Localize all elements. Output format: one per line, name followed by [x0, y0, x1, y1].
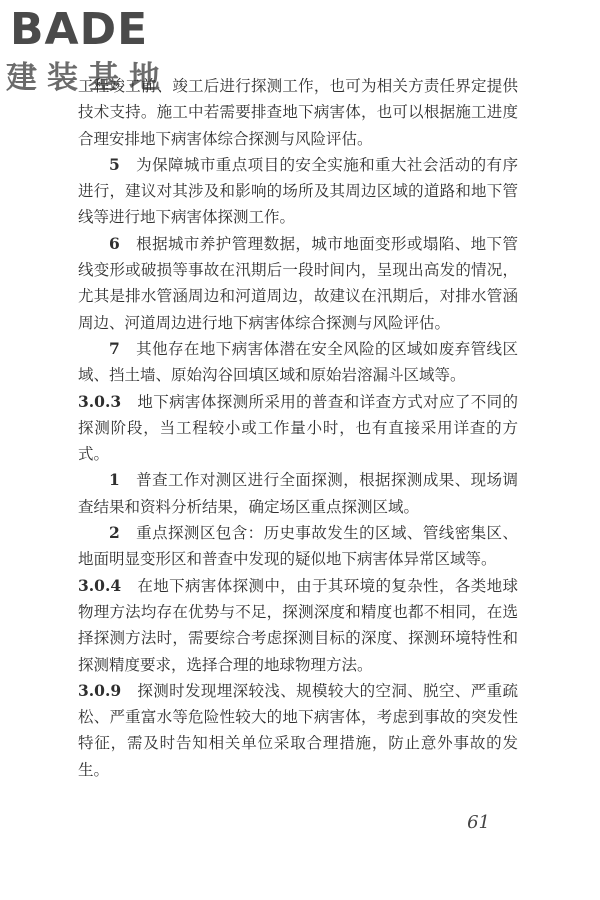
section-number: 3.0.4: [78, 575, 122, 595]
paragraph-text: 其他存在地下病害体潜在安全风险的区域如废弃管线区域、挡土墙、原始沟谷回填区域和原始岩溶漏斗区域等。: [78, 339, 518, 385]
logo-title: BADE: [10, 4, 149, 55]
section-3-0-3: [78, 389, 518, 468]
list-item-2: [78, 520, 518, 573]
section-number: 3.0.3: [78, 391, 122, 411]
list-item-7: [78, 336, 518, 389]
list-item-6: [78, 231, 518, 336]
section-number: 3.0.9: [78, 680, 122, 700]
logo-subtitle: 建装基地: [6, 60, 170, 96]
paragraph-text: 工程竣工前、竣工后进行探测工作，也可为相关方责任界定提供技术支持。施工中若需要排查地下病害体，也可以根据施工进度合理安排地下病害体综合探测与风险评估。: [78, 77, 518, 148]
list-item-5: [78, 152, 518, 231]
list-item-1: [78, 467, 518, 520]
item-number: 2: [109, 523, 120, 543]
section-3-0-4: [78, 573, 518, 678]
item-number: 7: [109, 338, 120, 358]
paragraph-text: 探测时发现埋深较浅、规模较大的空洞、脱空、严重疏松、严重富水等危险性较大的地下病害体，考虑到事故的突发性特征，需及时告知相关单位采取合理措施，防止意外事故的发生。: [78, 681, 518, 779]
paragraph-continuation: [78, 73, 518, 152]
page-number: 61: [467, 812, 490, 833]
item-number: 5: [109, 154, 120, 174]
paragraph-text: 普查工作对测区进行全面探测，根据探测成果、现场调查结果和资料分析结果，确定场区重点探测区域。: [78, 471, 518, 516]
item-number: 1: [109, 470, 120, 490]
document-body: [78, 73, 518, 783]
paragraph-text: 为保障城市重点项目的安全实施和重大社会活动的有序进行，建议对其涉及和影响的场所及其周边区域的道路和地下管线等进行地下病害体探测工作。: [78, 155, 518, 227]
section-3-0-9: [78, 678, 518, 783]
paragraph-text: 地下病害体探测所采用的普查和详查方式对应了不同的探测阶段，当工程较小或工作量小时，也有直接采用详查的方式。: [78, 392, 518, 464]
paragraph-text: 在地下病害体探测中，由于其环境的复杂性，各类地球物理方法均存在优势与不足，探测深度和精度也都不相同，在选择探测方法时，需要综合考虑探测目标的深度、探测环境特性和探测精度要求，选择合理的地球物理方法。: [78, 576, 518, 674]
paragraph-text: 根据城市养护管理数据，城市地面变形或塌陷、地下管线变形或破损等事故在汛期后一段时间内，呈现出高发的情况，尤其是排水管涵周边和河道周边，故建议在汛期后，对排水管涵周边、河道周边进行地下病害体综合探测与风险评估。: [78, 234, 518, 332]
paragraph-text: 重点探测区包含：历史事故发生的区域、管线密集区、地面明显变形区和普查中发现的疑似地下病害体异常区域等。: [78, 524, 518, 569]
item-number: 6: [109, 233, 120, 253]
